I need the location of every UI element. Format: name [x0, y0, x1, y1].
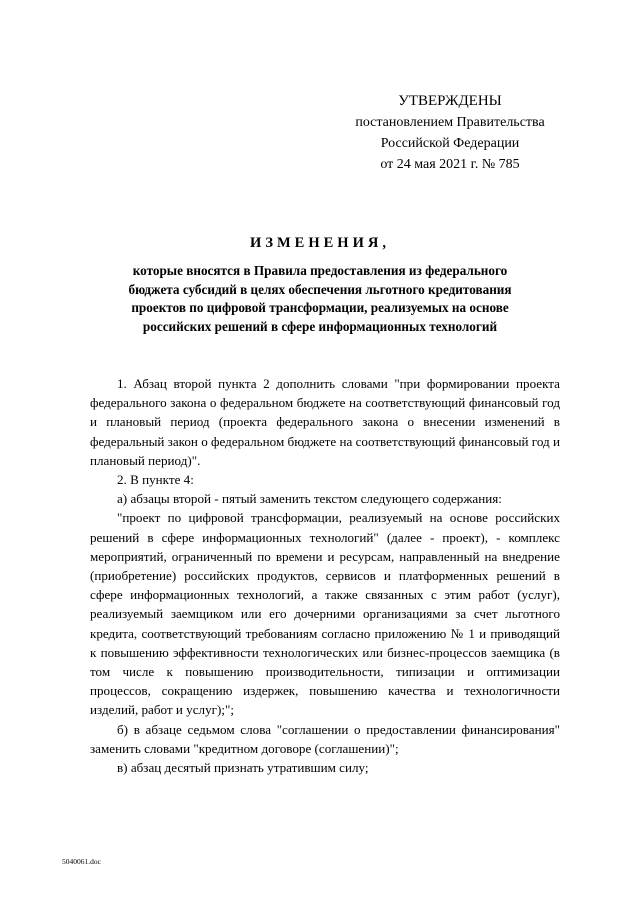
- approval-heading: УТВЕРЖДЕНЫ: [398, 93, 502, 109]
- file-name-footer: 5040061.doc: [62, 857, 101, 866]
- paragraph-2a: а) абзацы второй - пятый заменить текстом следующего содержания:: [117, 491, 502, 507]
- subtitle-line: которые вносятся в Правила предоставления из федерального: [132, 263, 508, 278]
- paragraph-2c: в) абзац десятый признать утратившим силу;: [117, 760, 369, 776]
- subtitle-line: российских решений в сфере информационных технологий: [142, 318, 498, 334]
- paragraph-quote: "проект по цифровой трансформации, реализуемый на основе российских решений в сфере информационных технологий" (далее - проект), - комплекс мероприятий, ограниченный по времени и ресурсам, направленный на внедрение (приобретение) российских продуктов, сервисов и платформенных решений в сфере информационных технологий, а также связанных с этим работ (услуг), реализуемый заемщиком или его дочерними организациями за счет льготного кредита, соответствующий требованиям согласно приложению № 1 и приводящий к повышению эффективности технологических или бизнес-процессов заемщика (в том числе к повышению производительности, типизации и оптимизации процессов, сокращению издержек, повышению качества и технологичности изделий, работ и услуг);";: [90, 510, 560, 718]
- approval-block: [340, 91, 560, 175]
- paragraph-2b: б) в абзаце седьмом слова "соглашении о предоставлении финансирования" заменить словами "кредитном договоре (соглашении)";: [90, 721, 560, 756]
- approval-line: постановлением Правительства: [355, 115, 545, 130]
- document-body: [90, 374, 560, 777]
- subtitle-line: проектов по цифровой трансформации, реализуемых на основе: [131, 300, 509, 316]
- paragraph-1: 1. Абзац второй пункта 2 дополнить словами "при формировании проекта федерального закона о федеральном бюджете на соответствующий финансовый год и плановый период (проекта федерального закона о внесении изменений в федеральный закон о федеральном бюджете на соответствующий финансовый год и плановый период)".: [90, 376, 560, 468]
- document-subtitle: [90, 262, 550, 336]
- approval-line: Российской Федерации: [380, 136, 520, 151]
- paragraph-2: 2. В пункте 4:: [117, 472, 194, 488]
- document-title: ИЗМЕНЕНИЯ,: [250, 235, 390, 251]
- subtitle-line: бюджета субсидий в целях обеспечения льготного кредитования: [128, 281, 512, 297]
- approval-line: от 24 мая 2021 г. № 785: [380, 157, 520, 172]
